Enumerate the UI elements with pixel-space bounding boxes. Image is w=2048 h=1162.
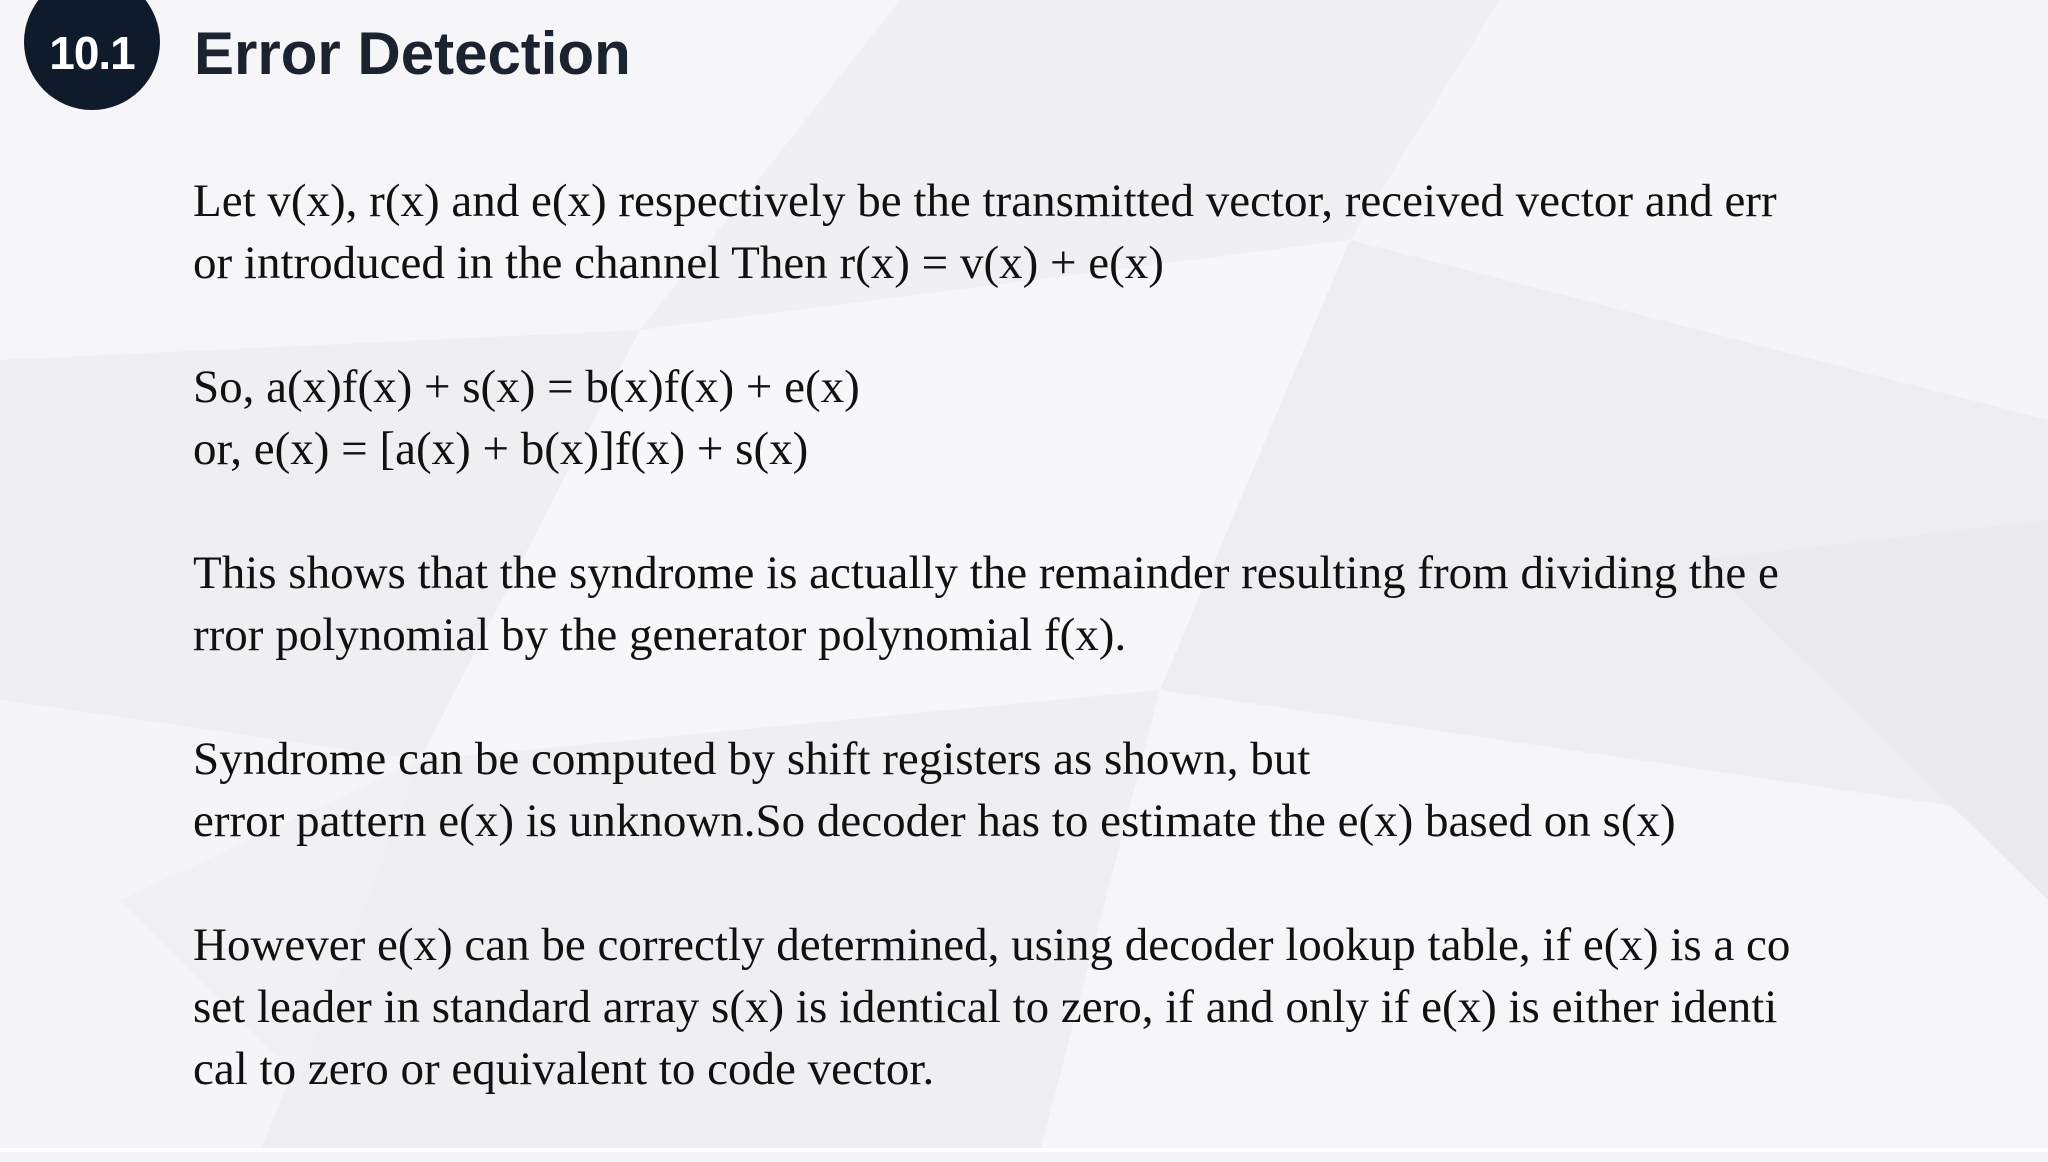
paragraph-channel-definition [193, 170, 1993, 294]
text-line: This shows that the syndrome is actually the remainder resulting from dividing the e [193, 547, 1779, 599]
paragraph-syndrome-remainder [193, 542, 1993, 666]
paragraph-shift-registers [193, 728, 1993, 852]
equation-line: So, a(x)f(x) + s(x) = b(x)f(x) + e(x) [193, 361, 860, 413]
text-line: set leader in standard array s(x) is identical to zero, if and only if e(x) is either identi [193, 981, 1778, 1033]
slide-body [193, 170, 1993, 1162]
text-line: Let v(x), r(x) and e(x) respectively be the transmitted vector, received vector and err [193, 175, 1777, 227]
text-line: cal to zero or equivalent to code vector. [193, 1043, 935, 1095]
text-line: Syndrome can be computed by shift registers as shown, but [193, 733, 1311, 785]
section-number-badge: 10.1 [24, 0, 160, 110]
paragraph-lookup-table [193, 914, 1993, 1100]
text-line: rror polynomial by the generator polynomial f(x). [193, 609, 1127, 661]
slide-title: Error Detection [194, 20, 631, 87]
text-line: or introduced in the channel Then r(x) = v(x) + e(x) [193, 237, 1164, 289]
text-line: error pattern e(x) is unknown.So decoder has to estimate the e(x) based on s(x) [193, 795, 1676, 847]
text-line: However e(x) can be correctly determined, using decoder lookup table, if e(x) is a co [193, 919, 1791, 971]
paragraph-equations [193, 356, 1993, 480]
equation-line: or, e(x) = [a(x) + b(x)]f(x) + s(x) [193, 423, 809, 475]
